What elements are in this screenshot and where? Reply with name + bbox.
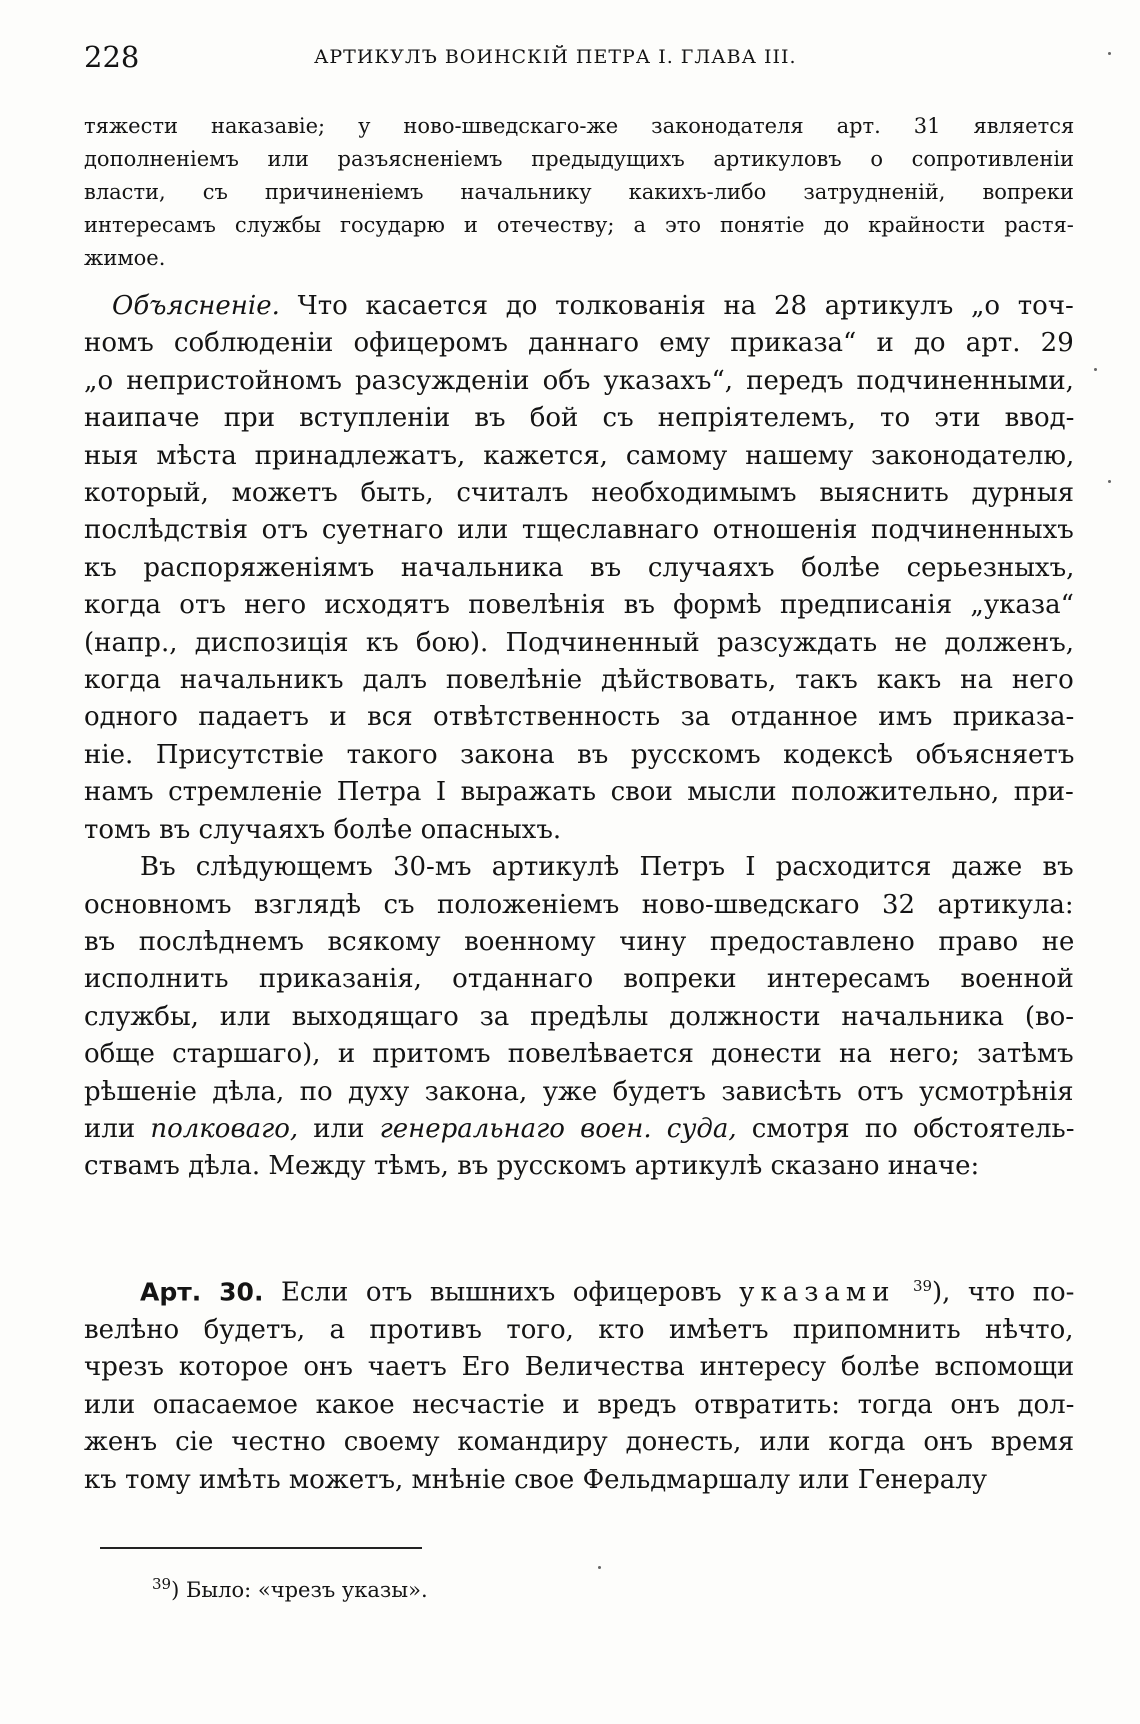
text-line: къ тому имѣть можетъ, мнѣніе свое Фельдмаршалу или Генералу	[84, 1464, 988, 1495]
text-line: одного падаетъ и вся отвѣтственность за отданное имъ приказа-	[84, 702, 1075, 733]
print-speck	[1108, 480, 1111, 483]
text-line: или опасаемое какое несчастіе и вредъ отвратить: тогда онъ дол-	[84, 1389, 1075, 1420]
text-fragment: смотря по обстоятель-	[736, 1113, 1075, 1144]
text-fragment: или	[298, 1113, 380, 1144]
text-line: „о непристойномъ разсужденіи объ указахъ“, передъ подчиненными,	[84, 365, 1074, 396]
text-line: когда начальникъ далъ повелѣніе дѣйствовать, такъ какъ на него	[84, 665, 1074, 696]
article-30	[84, 1268, 1074, 1499]
print-speck	[1094, 368, 1097, 371]
text-line: томъ въ случаяхъ болѣе опасныхъ.	[84, 814, 562, 845]
footnote	[152, 1575, 428, 1602]
text-line: чрезъ которое онъ чаетъ Его Величества интересу болѣе вспомощи	[84, 1352, 1075, 1383]
main-text	[84, 288, 1074, 1186]
explanation-paragraph	[84, 288, 1074, 849]
text-line	[84, 1268, 1074, 1312]
text-line: намъ стремленіе Петра I выражать свои мысли положительно, при-	[84, 777, 1074, 808]
text-line: ніе. Присутствіе такого закона въ русскомъ кодексѣ объясняетъ	[84, 739, 1075, 770]
text-line: жимое.	[84, 246, 166, 270]
text-line: наипаче при вступленіи въ бой съ непріятелемъ, то эти ввод-	[84, 403, 1075, 434]
text-line	[84, 1111, 1074, 1148]
article-label: Арт. 30.	[140, 1277, 264, 1307]
text-line: тяжести наказавіе; у ново-шведскаго-же законодателя арт. 31 является	[84, 114, 1075, 138]
text-fragment: или	[84, 1113, 151, 1144]
print-speck	[1108, 52, 1111, 55]
text-line: послѣдствія отъ суетнаго или тщеславнаго отношенія подчиненныхъ	[84, 515, 1074, 546]
text-line: интересамъ службы государю и отечеству; а это понятіе до крайности растя-	[84, 213, 1074, 237]
footnote-number: 39	[152, 1575, 172, 1593]
text-line: власти, съ причиненіемъ начальнику какихъ-либо затрудненій, вопреки	[84, 180, 1074, 204]
print-speck	[598, 1566, 601, 1569]
text-line: номъ соблюденіи офицеромъ даннаго ему приказа“ и до арт. 29	[84, 328, 1074, 359]
small-print-paragraph	[84, 110, 1074, 275]
text-line: обще старшаго), и притомъ повелѣвается донести на него; затѣмъ	[84, 1039, 1074, 1070]
text-line: службы, или выходящаго за предѣлы должности начальника (во-	[84, 1001, 1075, 1032]
text-fragment: Что касается до толкованія на 28 артикулъ „о точ-	[279, 291, 1074, 321]
text-line: основномъ взглядѣ съ положеніемъ ново-шведскаго 32 артикула:	[84, 889, 1074, 920]
text-line: когда отъ него исходятъ повелѣнія въ формѣ предписанія „указа“	[84, 590, 1074, 621]
text-fragment: ), что по-	[932, 1277, 1075, 1308]
text-line: ныя мѣста принадлежатъ, кажется, самому нашему законодателю,	[84, 440, 1075, 471]
page-header	[84, 40, 1074, 80]
footnote-text: ) Было: «чрезъ указы».	[171, 1578, 428, 1602]
footnote-divider	[100, 1547, 422, 1549]
text-line: рѣшеніе дѣла, по духу закона, уже будетъ зависѣть отъ усмотрѣнія	[84, 1076, 1074, 1107]
text-line: къ распоряженіямъ начальника въ случаяхъ болѣе серьезныхъ,	[84, 552, 1075, 583]
running-title: АРТИКУЛЪ ВОИНСКІЙ ПЕТРА I. ГЛАВА III.	[314, 46, 797, 68]
paragraph-art30-intro	[84, 849, 1074, 1186]
text-line: женъ сіе честно своему командиру донесть, или когда онъ время	[84, 1427, 1075, 1458]
spaced-emphasis: указами	[739, 1277, 896, 1308]
text-line: который, можетъ быть, считалъ необходимымъ выяснить дурныя	[84, 478, 1074, 509]
page-number: 228	[84, 40, 140, 74]
footnote-reference[interactable]: 39	[912, 1277, 933, 1295]
text-fragment: Если отъ вышнихъ офицеровъ	[263, 1277, 740, 1308]
text-line: (напр., диспозиція къ бою). Подчиненный разсуждать не долженъ,	[84, 627, 1075, 658]
italic-court-regimental: полковаго,	[150, 1113, 299, 1144]
italic-court-general: генеральнаго воен. суда,	[379, 1113, 737, 1144]
text-line: ствамъ дѣла. Между тѣмъ, въ русскомъ артикулѣ сказано иначе:	[84, 1151, 980, 1182]
text-line: дополненіемъ или разъясненіемъ предыдущихъ артикуловъ о сопротивленіи	[84, 147, 1075, 171]
text-line: исполнить приказанія, отданнаго вопреки интересамъ военной	[84, 964, 1074, 995]
explanation-label: Объясненіе.	[112, 291, 280, 321]
text-line: велѣно будетъ, а противъ того, кто имѣетъ припомнить нѣчто,	[84, 1315, 1074, 1346]
text-line: въ послѣднемъ всякому военному чину предоставлено право не	[84, 926, 1075, 957]
text-line	[84, 288, 1074, 325]
text-line: Въ слѣдующемъ 30-мъ артикулѣ Петръ I расходится даже въ	[140, 852, 1074, 883]
